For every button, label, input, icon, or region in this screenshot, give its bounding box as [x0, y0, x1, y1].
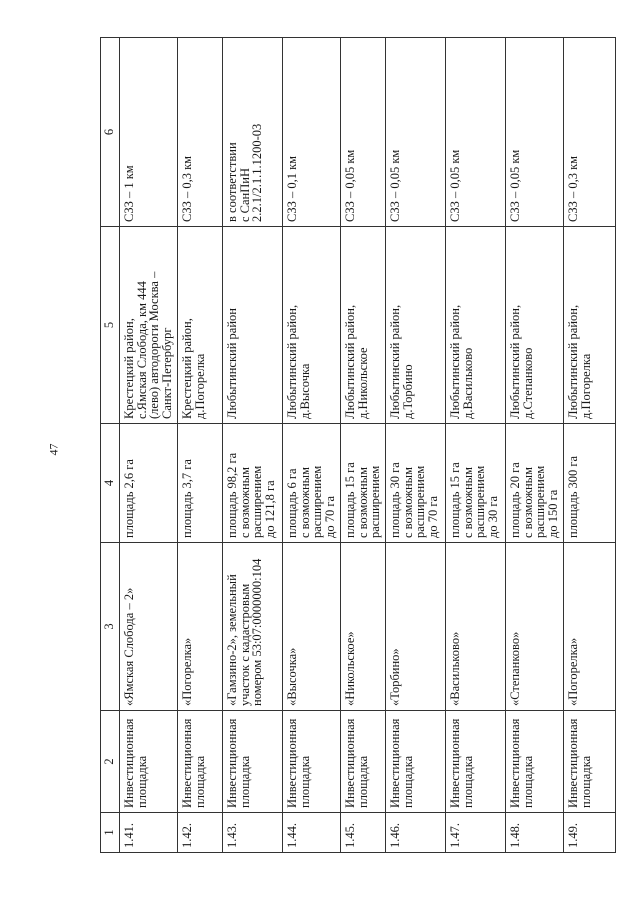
sanitary-zone: СЗЗ – 0,3 км — [178, 38, 223, 227]
table-row — [223, 38, 283, 853]
column-header: 1 — [101, 813, 120, 853]
column-header: 6 — [101, 38, 120, 227]
table-row — [283, 38, 341, 853]
site-type: Инвестиционная площадка — [446, 711, 506, 813]
row-number: 1.42. — [178, 813, 223, 853]
column-header: 2 — [101, 711, 120, 813]
sanitary-zone: СЗЗ – 0,05 км — [386, 38, 446, 227]
sanitary-zone: СЗЗ – 0,05 км — [506, 38, 564, 227]
row-number: 1.49. — [564, 813, 616, 853]
row-number: 1.44. — [283, 813, 341, 853]
site-area: площадь 30 га с возможным расширением до 70 га — [386, 424, 446, 543]
site-name: «Высочка» — [283, 543, 341, 711]
column-header: 5 — [101, 227, 120, 424]
row-number: 1.47. — [446, 813, 506, 853]
site-type: Инвестиционная площадка — [341, 711, 386, 813]
sanitary-zone: СЗЗ – 1 км — [120, 38, 178, 227]
site-type: Инвестиционная площадка — [223, 711, 283, 813]
site-location: Любытинский район, д.Погорелка — [564, 227, 616, 424]
row-number: 1.46. — [386, 813, 446, 853]
site-name: «Никольское» — [341, 543, 386, 711]
site-name: «Торбино» — [386, 543, 446, 711]
site-name: «Васильково» — [446, 543, 506, 711]
table-row — [386, 38, 446, 853]
site-area: площадь 300 га — [564, 424, 616, 543]
table-row — [446, 38, 506, 853]
site-location: Крестецкий район, с.Ямская Слобода, км 444 (лево) автодороги Москва – Санкт-Петербург — [120, 227, 178, 424]
site-name: «Степанково» — [506, 543, 564, 711]
table-row — [564, 38, 616, 853]
page-number: 47 — [46, 443, 61, 456]
column-header: 4 — [101, 424, 120, 543]
rotated-table-sheet — [100, 38, 600, 853]
table-row — [178, 38, 223, 853]
table-row — [341, 38, 386, 853]
site-location: Любытинский район, д.Васильково — [446, 227, 506, 424]
row-number: 1.48. — [506, 813, 564, 853]
row-number: 1.41. — [120, 813, 178, 853]
site-area: площадь 3,7 га — [178, 424, 223, 543]
site-area: площадь 15 га с возможным расширением до 30 га — [446, 424, 506, 543]
sanitary-zone: СЗЗ – 0,3 км — [564, 38, 616, 227]
column-header: 3 — [101, 543, 120, 711]
site-area: площадь 15 га с возможным расширением — [341, 424, 386, 543]
site-area: площадь 2,6 га — [120, 424, 178, 543]
site-type: Инвестиционная площадка — [564, 711, 616, 813]
site-type: Инвестиционная площадка — [283, 711, 341, 813]
table-row — [120, 38, 178, 853]
sanitary-zone: СЗЗ – 0,1 км — [283, 38, 341, 227]
site-area: площадь 98,2 га с возможным расширением до 121,8 га — [223, 424, 283, 543]
site-name: «Погорелка» — [564, 543, 616, 711]
sanitary-zone: СЗЗ – 0,05 км — [341, 38, 386, 227]
site-area: площадь 20 га с возможным расширением до 150 га — [506, 424, 564, 543]
row-number: 1.45. — [341, 813, 386, 853]
site-location: Любытинский район, д.Никольское — [341, 227, 386, 424]
sanitary-zone: СЗЗ – 0,05 км — [446, 38, 506, 227]
site-location: Любытинский район, д.Торбино — [386, 227, 446, 424]
site-type: Инвестиционная площадка — [386, 711, 446, 813]
site-location: Любытинский район — [223, 227, 283, 424]
site-location: Любытинский район, д.Высочка — [283, 227, 341, 424]
site-area: площадь 6 га с возможным расширением до 70 га — [283, 424, 341, 543]
table-header-row — [101, 38, 120, 853]
investment-sites-table — [100, 37, 616, 853]
site-type: Инвестиционная площадка — [120, 711, 178, 813]
table-row — [506, 38, 564, 853]
row-number: 1.43. — [223, 813, 283, 853]
site-type: Инвестиционная площадка — [506, 711, 564, 813]
site-name: «Ямская Слобода – 2» — [120, 543, 178, 711]
site-name: «Гамзино-2», земельный участок с кадастровым номером 53:07:0000000:104 — [223, 543, 283, 711]
sanitary-zone: в соответствии с СанПиН 2.2.1/2.1.1.1200-03 — [223, 38, 283, 227]
site-location: Любытинский район, д.Степанково — [506, 227, 564, 424]
site-location: Крестецкий район, д.Погорелка — [178, 227, 223, 424]
site-type: Инвестиционная площадка — [178, 711, 223, 813]
site-name: «Погорелка» — [178, 543, 223, 711]
